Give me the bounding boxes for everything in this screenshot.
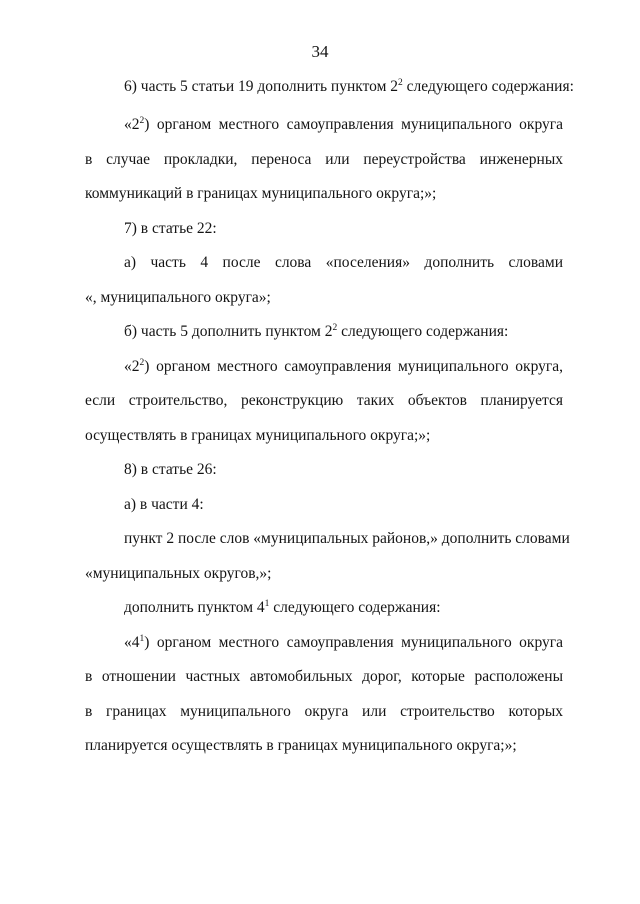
paragraph-line: «$4^1$) органом местного самоуправления муниципального округа [124,634,563,651]
paragraph-line: в отношении частных автомобильных дорог, которые расположены [85,668,563,685]
paragraph-line: а) в части 4: [124,496,204,513]
paragraph-line: в границах муниципального округа или строительство которых [85,703,563,720]
paragraph-line: а) часть 4 после слова «поселения» дополнить словами [124,254,563,271]
paragraph-line: «$2^2$) органом местного самоуправления муниципального округа [124,116,563,133]
paragraph-line: 6) часть 5 статьи 19 дополнить пунктом $2^2$ следующего содержания: [124,78,574,95]
paragraph-line: в случае прокладки, переноса или переустройства инженерных [85,151,563,168]
paragraph-line: пункт 2 после слов «муниципальных районов,» дополнить словами [124,530,570,547]
paragraph-line: 7) в статье 22: [124,220,217,237]
page-number: 34 [311,42,329,61]
paragraph-line: б) часть 5 дополнить пунктом $2^2$ следующего содержания: [124,323,509,340]
paragraph-line: «$2^2$) органом местного самоуправления муниципального округа, [124,358,563,375]
paragraph-line: коммуникаций в границах муниципального округа;»; [85,185,437,202]
paragraph-line: планируется осуществлять в границах муниципального округа;»; [85,737,517,754]
paragraph-line: 8) в статье 26: [124,461,217,478]
paragraph-line: дополнить пунктом $4^1$ следующего содержания: [124,599,441,616]
paragraph-line: если строительство, реконструкцию таких объектов планируется [85,392,563,409]
paragraph-line: «муниципальных округов,»; [85,565,272,582]
paragraph-line: осуществлять в границах муниципального округа;»; [85,427,431,444]
paragraph-line: «, муниципального округа»; [85,289,271,306]
